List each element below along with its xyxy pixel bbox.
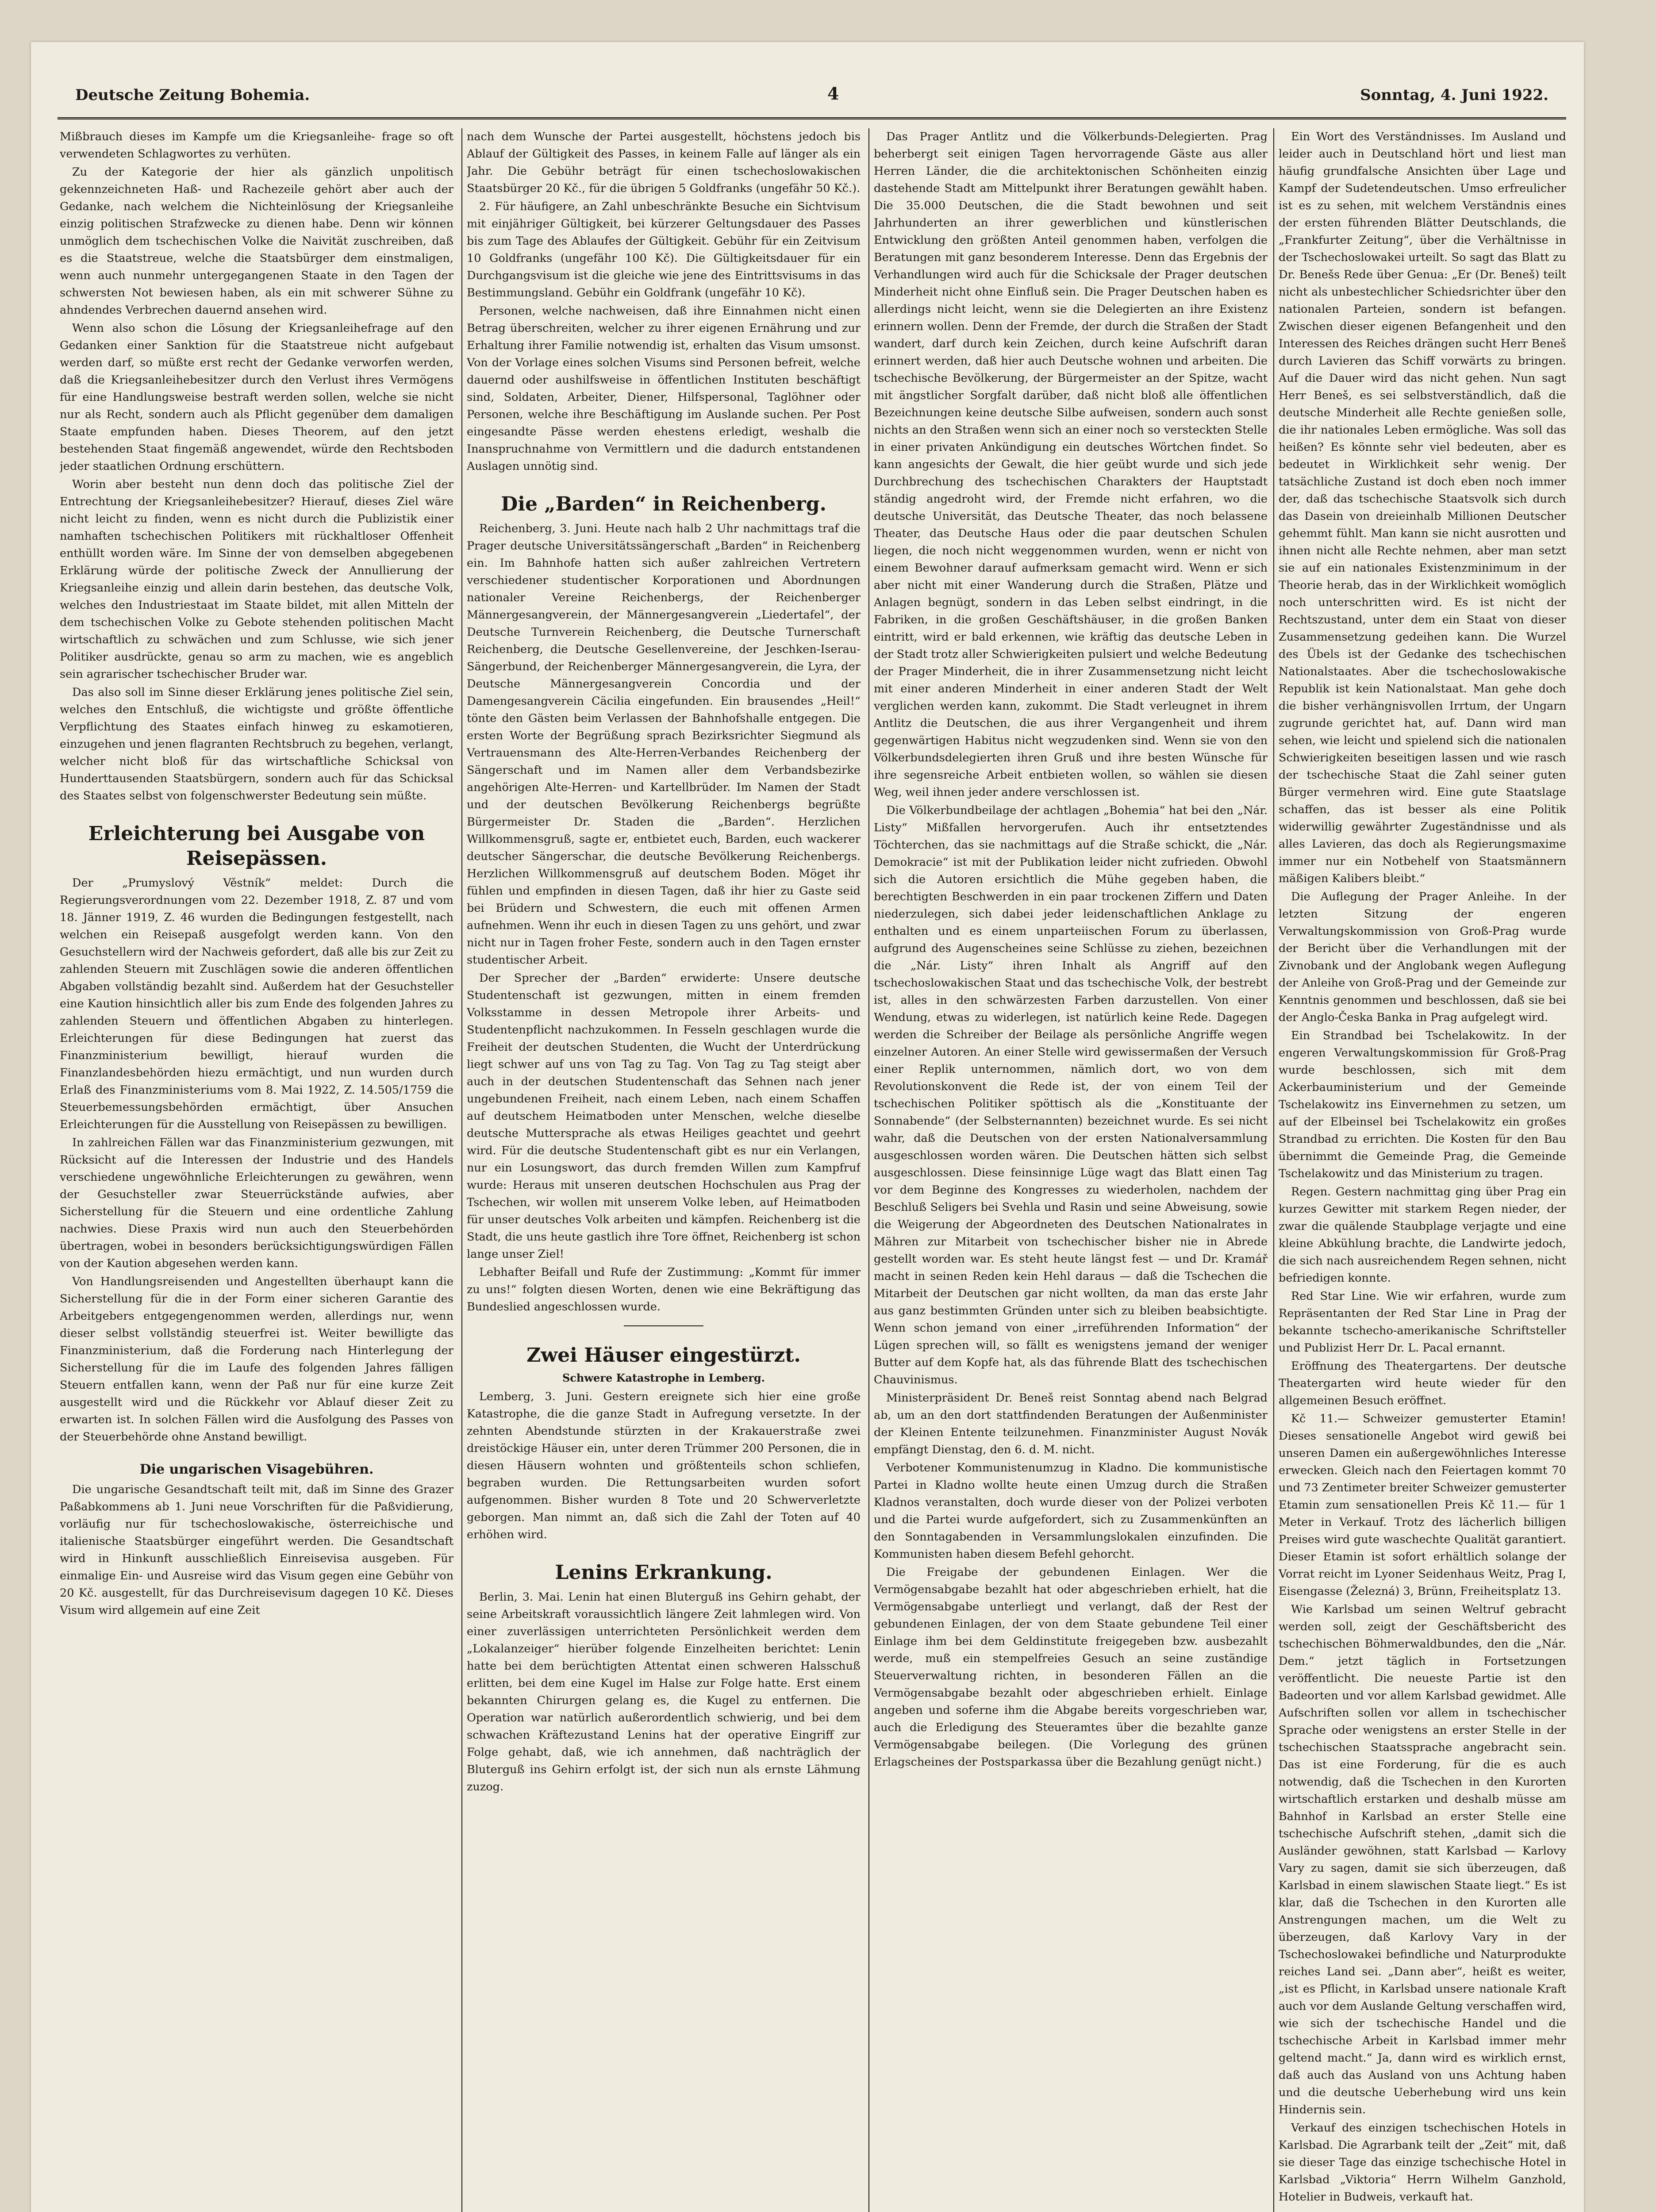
issue-date: Sonntag, 4. Juni 1922.	[1360, 86, 1548, 104]
newspaper-name: Deutsche Zeitung Bohemia.	[75, 86, 310, 104]
header-rule	[58, 117, 1566, 119]
paragraph: Berlin, 3. Mai. Lenin hat einen Bluterguß ins Gehirn gehabt, der seine Arbeitskraft voraussichtlich längere Zeit lahmlegen wird. Von einer zuverlässigen unterrichteten Persönlichkeit werden dem „Lokalanzeiger“ hierüber folgende Einzelheiten berichtet: Lenin hatte bei dem berüchtigten Attentat einen schweren Halsschuß erlitten, bei dem eine Kugel im Halse zur Folge hatte. Erst einem bekannten Chirurgen gelang es, die Kugel zu entfernen. Die Operation war natürlich außerordentlich schwierig, und bei dem schwachen Kräftezustand Lenins hat der operative Eingriff zur Folge gehabt, daß, wie ich annehmen, daß nachträglich der Bluterguß ins Gehirn erfolgt ist, der sich nun als ernste Lähmung zuzog.	[467, 1590, 861, 1793]
paragraph: Red Star Line. Wie wir erfahren, wurde zum Repräsentanten der Red Star Line in Prag der bekannte tschecho-amerikanische Schriftsteller und Publizist Herr Dr. L. Pacal ernannt.	[1279, 1290, 1566, 1355]
paragraph: Ein Strandbad bei Tschelakowitz. In der engeren Verwaltungskommission für Groß-Prag wurde beschlossen, sich mit dem Ackerbauministerium und der Gemeinde Tschelakowitz ins Einvernehmen zu setzen, um auf der Elbeinsel bei Tschelakowitz ein großes Strandbad zu errichten. Die Kosten für den Bau übernimmt die Gemeinde Prag, die Gemeinde Tschelakowitz und das Ministerium zu tragen.	[1279, 1029, 1566, 1180]
paragraph: Wenn also schon die Lösung der Kriegsanleihefrage auf den Gedanken einer Sanktion für die Staatstreue nicht aufgebaut werden darf, so müßte erst recht der Gedanke verworfen werden, daß die Kriegsanleihebesitzer durch den Verlust ihres Vermögens für eine Handlungsweise bestraft werden sollen, welche sie nicht nur als Recht, sondern auch als Pflicht gegenüber dem damaligen Staate empfunden haben. Dieses Theorem, auf den jetzt bestehenden Staat fingemäß angewendet, würde den Rechtsboden jeder staatlichen Ordnung erschüttern.	[60, 322, 453, 473]
column-4	[1279, 128, 1566, 2212]
section-rule	[624, 1325, 703, 1326]
paragraph: Die Völkerbundbeilage der achtlagen „Bohemia“ hat bei den „Nár. Listy“ Mißfallen hervorgerufen. Auch ihr entsetztendes Töchterchen, das sie nachmittags auf die Straße schickt, die „Nár. Demokracie“ ist mit der Publikation leider nicht zufrieden. Obwohl sich die Autoren ersichtlich die Mühe gegeben haben, die berechtigten Beschwerden in ein paar trockenen Ziffern und Daten niederzulegen, sich dabei jeder leidenschaftlichen Anklage zu enthalten und es einem unparteiischen Forum zu überlassen, aufgrund des Augenscheines seine Schlüsse zu ziehen, bezeichnen die „Nár. Listy“ ihren Inhalt als Angriff auf den tschechoslowakischen Staat und das tschechische Volk, der bestrebt ist, alles in den schwärzesten Farben darzustellen. Von einer Wendung, etwas zu widerlegen, ist natürlich keine Rede. Dagegen werden die Schreiber der Beilage als persönliche Angriffe wegen einzelner Autoren. An einer Stelle wird gewissermaßen der Versuch einer Replik unternommen, nämlich dort, wo von dem Revolutionskonvent die Rede ist, der von einem Teil der tschechischen Politiker spöttisch als die „Konstituante der Sonnabende“ (der Selbsternannten) bezeichnet wurde. Es sei nicht wahr, daß die Deutschen von der ersten Nationalversammlung ausgeschlossen worden wären. Die Deutschen hätten sich selbst ausgeschlossen. Diese feinsinnige Lüge wagt das Blatt einen Tag vor dem Beginne des Kongresses zu wiederholen, nachdem der Beschluß Seligers bei Svehla und Rasin und seine Abweisung, sowie die Weigerung der Abgeordneten des Deutschen Nationalrates in Mähren zur Mitarbeit von tschechischer bisher nie in Abrede gestellt worden war. Es steht heute längst fest — und Dr. Kramář macht in seinen Reden kein Hehl daraus — daß die Tschechen die Mitarbeit der Deutschen gar nicht wollten, da man das erste Jahr aus ganz bestimmten Gründen unter sich zu bleiben beabsichtigte. Wenn schon jemand von einer „irreführenden Information“ der Lügen sprechen will, so fällt es wenigstens jemand der weniger Butter auf dem Kopfe hat, als das führende Blatt des tschechischen Chauvinismus.	[874, 804, 1268, 1386]
paragraph: Der Sprecher der „Barden“ erwiderte: Unsere deutsche Studentenschaft ist gezwungen, mitten in einem fremden Volksstamme in dessen Metropole ihrer Arbeits- und Studentenpflicht nachzukommen. In Fesseln geschlagen wurde die Freiheit der deutschen Studenten, die Wucht der Unterdrückung liegt schwer auf uns von Tag zu Tag. Von Tag zu Tag steigt aber auch in der deutschen Studentenschaft das Sehnen nach jener ungebundenen Freiheit, nach einem Leben, nach einem Schaffen auf deutschem Heimatboden unter Menschen, welche dieselbe deutsche Muttersprache als etwas Heiliges geachtet und geehrt wird. Für die deutsche Studentenschaft gibt es nur ein Verlangen, nur ein Losungswort, das durch fremden Willen zum Kampfruf wurde: Heraus mit unseren deutschen Hochschulen aus Prag der Tschechen, wir wollen mit unserem Volke leben, auf Heimatboden für unser deutsches Volk arbeiten und kämpfen. Reichenberg ist die Stadt, die uns heute gastlich ihre Tore öffnet, Reichenberg ist schon lange unser Ziel!	[467, 972, 861, 1261]
paragraph: Der „Prumyslový Věstník“ meldet: Durch die Regierungsverordnungen vom 22. Dezember 1918, Z. 87 und vom 18. Jänner 1919, Z. 46 wurden die Bedingungen festgestellt, nach welchen ein Reisepaß ausgefolgt werden kann. Von den Gesuchstellern wird der Nachweis gefordert, daß alle bis zur Zeit zu zahlenden Steuern mit Zuschlägen sowie die anderen öffentlichen Abgaben vollständig bezahlt sind. Außerdem hat der Gesuchsteller eine Kaution hinsichtlich aller bis zum Ende des folgenden Jahres zu zahlenden Steuern und öffentlichen Abgaben zu hinterlegen. Erleichterungen für diese Bedingungen hat zuerst das Finanzministerium bewilligt, hierauf wurden die Finanzlandesbehörden hiezu ermächtigt, und nun wurden durch Erlaß des Finanzministeriums vom 8. Mai 1922, Z. 14.505/1759 die Steuerbemessungsbehörden ermächtigt, über Ansuchen Erleichterungen für die Ausstellung von Reisepässen zu bewilligen.	[60, 876, 453, 1131]
paragraph: Von Handlungsreisenden und Angestellten überhaupt kann die Sicherstellung für die in der Form einer sicheren Garantie des Arbeitgebers entgegengenommen werden, allerdings nur, wenn dieser selbst vollständig steuerfrei ist. Weiter bewilligte das Finanzministerium, daß die Forderung nach Hinterlegung der Sicherstellung für die im Laufe des folgenden Jahres fälligen Steuern entfallen kann, wenn der Paß nur für eine kurze Zeit ausgestellt wird und die Rückkehr vor Ablauf dieser Zeit zu erwarten ist. In solchen Fällen wird die Ausfolgung des Passes von der Steuerbehörde ohne Anstand bewilligt.	[60, 1275, 453, 1444]
paragraph: Verkauf des einzigen tschechischen Hotels in Karlsbad. Die Agrarbank teilt der „Zeit“ mit, daß sie dieser Tage das einzige tschechische Hotel in Karlsbad „Viktoria“ Herrn Wilhelm Ganzhold, Hotelier in Budweis, verkauft hat.	[1279, 2121, 1566, 2204]
paragraph: Personen, welche nachweisen, daß ihre Einnahmen nicht einen Betrag überschreiten, welcher zu ihrer eigenen Ernährung und zur Erhaltung ihrer Familie notwendig ist, erhalten das Visum umsonst. Von der Vorlage eines solchen Visums sind Personen befreit, welche dauernd oder aushilfsweise in öffentlichen Instituten beschäftigt sind, Soldaten, Arbeiter, Diener, Hilfspersonal, Taglöhner oder Personen, welche ihre Beschäftigung im Auslande suchen. Per Post eingesandte Pässe werden ehestens erledigt, weshalb die Inanspruchnahme von Vermittlern und die dadurch entstandenen Auslagen unnötig sind.	[467, 304, 861, 473]
column-divider	[1273, 128, 1274, 2212]
paragraph: Wie Karlsbad um seinen Weltruf gebracht werden soll, zeigt der Geschäftsbericht des tschechischen Böhmerwaldbundes, den die „Nár. Dem.“ jetzt täglich in Fortsetzungen veröffentlicht. Die neueste Partie ist den Badeorten und vor allem Karlsbad gewidmet. Alle Aufschriften sollen vor allem in tschechischer Sprache oder wenigstens an erster Stelle in der tschechischen Staatssprache angebracht sein. Das ist eine Forderung, für die es auch notwendig, daß die Tschechen in den Kurorten wirtschaftlich erstarken und deshalb müsse am Bahnhof in Karlsbad an erster Stelle eine tschechische Aufschrift stehen, „damit sich die Ausländer gewöhnen, statt Karlsbad — Karlovy Vary zu sagen, damit sie sich überzeugen, daß Karlsbad in einem slawischen Staate liegt.“ Es ist klar, daß die Tschechen in den Kurorten alle Anstrengungen machen, um die Welt zu überzeugen, daß Karlovy Vary in der Tschechoslowakei befindliche und Naturprodukte reiches Land sei. „Dann aber“, heißt es weiter, „ist es Pflicht, in Karlsbad unsere nationale Kraft auch vor dem Auslande Geltung verschaffen wird, wie sich der tschechische Handel und die tschechische Arbeit in Karlsbad immer mehr geltend macht.“ Ja, dann wird es wirklich ernst, daß auch das Ausland von uns Achtung haben und die deutsche Ueberhebung wird uns kein Hindernis sein.	[1279, 1603, 1566, 2116]
page-header	[58, 86, 1566, 113]
column-divider	[461, 128, 462, 2212]
paragraph: Mißbrauch dieses im Kampfe um die Kriegsanleihe- frage so oft verwendeten Schlagwortes zu verhüten.	[60, 130, 453, 161]
article-headline: Lenins Erkrankung.	[555, 1561, 772, 1584]
paragraph: Lemberg, 3. Juni. Gestern ereignete sich hier eine große Katastrophe, die die ganze Stadt in Aufregung versetzte. In der zehnten Abendstunde stürzten in der Krakauerstraße zwei dreistöckige Häuser ein, unter deren Trümmer 200 Personen, die in diesen Häusern wohnten und größtenteils schon schliefen, begraben wurden. Die Rettungsarbeiten wurden sofort aufgenommen. Bisher wurden 8 Tote und 20 Schwerverletzte geborgen. Man nimmt an, daß sich die Zahl der Toten auf 40 erhöhen wird.	[467, 1390, 861, 1541]
column-1	[60, 128, 453, 2212]
article-headline: Zwei Häuser eingestürzt.	[526, 1344, 801, 1367]
paragraph: Worin aber besteht nun denn doch das politische Ziel der Entrechtung der Kriegsanleihebesitzer? Hierauf, dieses Ziel wäre nicht leicht zu finden, wenn es nicht durch die Publizistik einer namhaften tschechischen Politikers mit rückhaltloser Offenheit enthüllt worden wäre. Im Sinne der von demselben abgegebenen Erklärung würde der politische Zweck der Annullierung der Kriegsanleihe einzig und allein darin bestehen, das deutsche Volk, welches den Industriestaat im Staate bildet, mit allen Mitteln der dem tschechischen Volke zu Gebote stehenden politischen Macht wirtschaftlich zu schwächen und zum Schlusse, wie sich jener Politiker ausdrückte, genau so arm zu machen, wie es angeblich sein agrarischer tschechischer Bruder war.	[60, 478, 453, 681]
paragraph: Die ungarische Gesandtschaft teilt mit, daß im Sinne des Grazer Paßabkommens ab 1. Juni neue Vorschriften für die Paßvidierung, vorläufig nur für tschechoslowakische, österreichische und italienische Staatsbürger eingeführt werden. Die Gesandtschaft wird in Hinkunft ausschließlich Einreisevisa ausgeben. Für einmalige Ein- und Ausreise wird das Visum gegen eine Gebühr von 20 Kč. ausgestellt, für das Durchreisevisum dagegen 10 Kč. Dieses Visum wird allgemein auf eine Zeit	[60, 1483, 453, 1617]
newspaper-page	[31, 42, 1584, 2212]
paragraph: Ministerpräsident Dr. Beneš reist Sonntag abend nach Belgrad ab, um an den dort stattfindenden Beratungen der Außenminister der Kleinen Entente teilzunehmen. Finanzminister August Novák empfängt Dienstag, den 6. d. M. nicht.	[874, 1391, 1268, 1456]
column-2	[467, 128, 861, 2212]
paragraph: Die Auflegung der Prager Anleihe. In der letzten Sitzung der engeren Verwaltungskommission von Groß-Prag wurde der Bericht über die Verhandlungen mit der Zivnobank und der Anglobank wegen Auflegung der Anleihe von Groß-Prag und der Gemeinde zur Kenntnis genommen und beschlossen, daß sie bei der Anglo-Česka Banka in Prag aufgelegt wird.	[1279, 890, 1566, 1024]
column-divider	[868, 128, 869, 2212]
paragraph: Verbotener Kommunistenumzug in Kladno. Die kommunistische Partei in Kladno wollte heute einen Umzug durch die Straßen Kladnos veranstalten, doch wurde dieser von der Polizei verboten und die Partei wurde aufgefordert, sich zu Zusammenkünften an den Sonntagabenden in Versammlungslokalen einzufinden. Die Kommunisten haben diesem Befehl gehorcht.	[874, 1461, 1268, 1561]
paragraph: Das also soll im Sinne dieser Erklärung jenes politische Ziel sein, welches den Entschluß, die wichtigste und größte öffentliche Verpflichtung des Staates einfach hinweg zu eskamotieren, einzugehen und jenen flagranten Rechtsbruch zu begehen, verlangt, welcher nicht bloß für das wirtschaftliche Schicksal von Hunderttausenden Staatsbürgern, sondern auch für das Schicksal des Staates selbst von folgenschwerster Bedeutung sein müßte.	[60, 686, 453, 803]
paragraph: Reichenberg, 3. Juni. Heute nach halb 2 Uhr nachmittags traf die Prager deutsche Universitätssängerschaft „Barden“ in Reichenberg ein. Im Bahnhofe hatten sich außer zahlreichen Vertretern verschiedener studentischer Korporationen und Abordnungen nationaler Vereine Reichenbergs, der Reichenberger Männergesangverein, der Männergesangverein „Liedertafel“, der Deutsche Turnverein Reichenberg, die Deutsche Turnerschaft Reichenberg, die Deutsche Gesellenvereine, der Jeschken-Iserau-Sängerbund, der Reichenberger Männergesangverein, die Lyra, der Deutsche Männergesangverein Concordia und der Damengesangverein Cäcilia eingefunden. Ein brausendes „Heil!“ tönte den Gästen beim Verlassen der Bahnhofshalle entgegen. Die ersten Worte der Begrüßung sprach Bezirksrichter Siegmund als Vertrauensmann des Alte-Herren-Verbandes Reichenberg der Sängerschaft und im Namen aller dem Verbandsbezirke angehörigen Alte-Herren- und Kartellbrüder. Im Namen der Stadt und der deutschen Bevölkerung Reichenbergs begrüßte Bürgermeister Dr. Staden die „Barden“. Herzlichen Willkommensgruß, sagte er, entbietet euch, Barden, euch wackerer deutscher Sängerschar, die deutsche Bevölkerung Reichenbergs. Herzlichen Willkommensgruß auf deutschem Boden. Möget ihr fühlen und empfinden in diesen Tagen, daß ihr hier zu Gaste seid bei Brüdern und Schwestern, die euch mit offenen Armen aufnehmen. Wenn ihr euch in diesen Tagen zu uns gehört, und zwar nicht nur in Tagen froher Feste, sondern auch in den Tagen ernster studentischer Arbeit.	[467, 522, 861, 967]
paragraph: In zahlreichen Fällen war das Finanzministerium gezwungen, mit Rücksicht auf die Interessen der Industrie und des Handels verschiedene ungewöhnliche Erleichterungen zu gewähren, wenn der Gesuchsteller zwar Steuerrückstände aufwies, aber Sicherstellung für die Steuern und eine ordentliche Zahlung nachwies. Diese Praxis wird nun auch den Steuerbehörden übertragen, wobei in besonders berücksichtigungswürdigen Fällen von der Kaution abgesehen werden kann.	[60, 1136, 453, 1270]
paragraph: nach dem Wunsche der Partei ausgestellt, höchstens jedoch bis Ablauf der Gültigkeit des Passes, in keinem Falle auf länger als ein Jahr. Die Gebühr beträgt für einen tschechoslowakischen Staatsbürger 20 Kč., für die übrigen 5 Goldfranks (ungefähr 50 Kč.).	[467, 130, 861, 195]
paragraph: Eröffnung des Theatergartens. Der deutsche Theatergarten wird heute wieder für den allgemeinen Besuch eröffnet.	[1279, 1359, 1566, 1407]
paragraph: Regen. Gestern nachmittag ging über Prag ein kurzes Gewitter mit starkem Regen nieder, der zwar die quälende Staubplage verjagte und eine kleine Abkühlung brachte, die Landwirte jedoch, die sich nach ausreichendem Regen sehnen, nicht befriedigen konnte.	[1279, 1185, 1566, 1285]
column-3	[874, 128, 1268, 2212]
paragraph: Kč 11.— Schweizer gemusterter Etamin! Dieses sensationelle Angebot wird gewiß bei unseren Damen ein außergewöhnliches Interesse erwecken. Gleich nach den Feiertagen kommt 70 und 73 Zentimeter breiter Schweizer gemusterter Etamin zum sensationellen Preis Kč 11.— für 1 Meter in Verkauf. Trotz des lächerlich billigen Preises wird gute waschechte Qualität garantiert. Dieser Etamin ist sofort erhältlich solange der Vorrat reicht im Lyoner Seidenhaus Weitz, Prag I, Eisengasse (Železná) 3, Brünn, Freiheitsplatz 13.	[1279, 1412, 1566, 1598]
page-number: 4	[827, 84, 839, 104]
paragraph: Ein Wort des Verständnisses. Im Ausland und leider auch in Deutschland hört und liest man häufig grundfalsche Ansichten über Lage und Kampf der Sudetendeutschen. Umso erfreulicher ist es zu sehen, mit welchem Verständnis eines der ersten führenden Blätter Deutschlands, die „Frankfurter Zeitung“, über die Verhältnisse in der Tschechoslowakei urteilt. So sagt das Blatt zu Dr. Benešs Rede über Genua: „Er (Dr. Beneš) teilt nicht als unbestechlicher Schiedsrichter über den nationalen Parteien, sondern ist befangen. Zwischen dieser eigenen Befangenheit und den Interessen des Reiches drängen sucht Herr Beneš durch Lavieren das Schiff vorwärts zu bringen. Auf die Dauer wird das nicht gehen. Nun sagt Herr Beneš, es sei selbstverständlich, daß die deutsche Minderheit alle Rechte genießen solle, die ihr nationales Leben ermögliche. Was soll das heißen? Es könnte sehr viel bedeuten, aber es bedeutet in Wirklichkeit sehr wenig. Der tatsächliche Zustand ist doch eben noch immer der, daß das tschechische Staatsvolk sich durch das Dasein von dreieinhalb Millionen Deutscher gehemmt fühlt. Man kann sie nicht ausrotten und ihnen nicht alle Rechte nehmen, aber man setzt sie auf ein nationales Existenzminimum in der Theorie herab, das in der Wirklichkeit womöglich noch unterschritten wird. Es ist nicht der Rechtszustand, unter dem ein Staat von dieser Zusammensetzung gedeihen kann. Die Wurzel des Übels ist der Gedanke des tschechischen Nationalstaates. Aber die tschechoslowakische Republik ist kein Nationalstaat. Man gehe doch die bisher verhängnisvollen Irrtum, der Ungarn zugrunde gerichtet hat, auf. Dann wird man sehen, wie leicht und spielend sich die nationalen Schwierigkeiten beseitigen lassen und wie rasch der tschechische Staat die Zahl seiner guten Bürger vermehren wird. Eine gute Staatslage schaffen, das ist besser als eine Politik widerwillig gewährter Zugeständnisse und als alles Lavieren, das doch als Regierungsmaxime immer nur ein Notbehelf von Staatsmännern mäßigen Kalibers bleibt.“	[1279, 130, 1566, 885]
paragraph: Das Prager Antlitz und die Völkerbunds-Delegierten. Prag beherbergt seit einigen Tagen hervorragende Gäste aus aller Herren Länder, die die architektonischen Schönheiten einzig dastehende Stadt am Mittelpunkt ihrer Beratungen gewählt haben. Die 35.000 Deutschen, die die Stadt bewohnen und seit Jahrhunderten an ihrer gewerblichen und künstlerischen Entwicklung den größten Anteil genommen haben, verfolgen die Beratungen mit ganz besonderem Interesse. Denn das Ergebnis der Verhandlungen wird auch für die Schicksale der Prager deutschen Minderheit nicht ohne Einfluß sein. Die Prager Deutschen haben es allerdings nicht leicht, wenn sie die Delegierten an ihre Existenz erinnern wollen. Denn der Fremde, der durch die Straßen der Stadt wandert, darf durch kein Zeichen, durch keine Aufschrift daran erinnert werden, daß hier auch Deutsche wohnen und arbeiten. Die tschechische Bevölkerung, der Bürgermeister an der Spitze, wacht mit ängstlicher Sorgfalt darüber, daß nicht bloß alle öffentlichen Bezeichnungen keine deutsche Silbe aufweisen, sondern auch sonst nichts an den Straßen wenn sich an einer noch so versteckten Stelle in einer privaten Ankündigung ein deutsches Wörtchen findet. So kann angesichts der Gewalt, die hier geübt wurde und sich jede Durchbrechung des tschechischen Charakters der Hauptstadt ständig angedroht wird, der Fremde nicht erfahren, wo die deutsche Universität, das Deutsche Theater, das noch belassene Theater, das Deutsche Haus oder die paar deutschen Schulen liegen, die noch nicht weggenommen wurden, wenn er nicht von einem Bewohner darauf aufmerksam gemacht wird. Wenn er sich aber nicht mit einer Wanderung durch die Straßen, Plätze und Anlagen begnügt, sondern in das Leben selbst eindringt, in die Fabriken, in die großen Geschäftshäuser, in die großen Banken eintritt, wird er bald erkennen, wie kräftig das deutsche Leben in der Stadt trotz aller Schwierigkeiten pulsiert und welche Bedeutung der Prager Minderheit, die in ihrer Zusammensetzung nicht leicht mit einer anderen Minderheit in einer anderen Stadt der Welt verglichen werden kann, zukommt. Die Stadt verleugnet in ihrem Antlitz die Deutschen, die aus ihrer Vergangenheit und ihrem gegenwärtigen Habitus nicht wegzudenken sind. Wenn sie von den Völkerbundsdelegierten ihren Gruß und ihre besten Wünsche für ihre segensreiche Arbeit entbieten wollen, so wählen sie diesen Weg, weil ihnen jeder andere verschlossen ist.	[874, 130, 1268, 799]
article-headline: Die „Barden“ in Reichenberg.	[501, 493, 826, 515]
paragraph: Lebhafter Beifall und Rufe der Zustimmung: „Kommt für immer zu uns!“ folgten diesen Worten, denen wie eine Bekräftigung das Bundeslied angeschlossen wurde.	[467, 1266, 861, 1313]
paragraph: Die Freigabe der gebundenen Einlagen. Wer die Vermögensabgabe bezahlt hat oder abgeschrieben erhielt, hat die Vermögensabgabe unterliegt und verlangt, daß der Rest der gebundenen Einlagen, der von dem Staate gebundene Teil einer Einlage ihm bei dem Geldinstitute freigegeben bzw. ausbezahlt werde, muß ein stempelfreies Gesuch an seine zuständige Steuerverwaltung richten, in besonderen Fällen an die Vermögensabgabe bezahlt oder abgeschrieben erhielt. Einlage angeben und soferne ihm die Abgabe bereits vorgeschrieben war, auch die Erledigung des Steueramtes über die bezahlte ganze Vermögensabgabe beilegen. (Die Vorlegung des grünen Erlagscheines der Postsparkassa über die Bezahlung genügt nicht.)	[874, 1566, 1268, 1769]
article-headline: Erleichterung bei Ausgabe von Reisepässen.	[88, 822, 425, 870]
article-subheadline: Schwere Katastrophe in Lemberg.	[562, 1371, 765, 1384]
paragraph: Zu der Kategorie der hier als gänzlich unpolitisch gekennzeichneten Haß- und Rachezeile gehört aber auch der Gedanke, nach welchem die Nichteinlösung der Kriegsanleihe einzig politischen Strafzwecke zu dienen habe. Denn wir können unmöglich dem tschechischen Volke die Naivität zuschreiben, daß es die Staatstreue, welche die Staatsbürger dem einstmaligen, wenn auch nunmehr untergegangenen Staate in den Tagen der schwersten Not bewiesen haben, als ein mit schwerer Sühne zu ahndendes Verbrechen dauernd ansehen wird.	[60, 165, 453, 317]
paragraph: 2. Für häufigere, an Zahl unbeschränkte Besuche ein Sichtvisum mit einjähriger Gültigkeit, bei kürzerer Geltungsdauer des Passes bis zum Tage des Ablaufes der Gültigkeit. Gebühr für ein Zeitvisum 10 Goldfranks (ungefähr 100 Kč). Die Gültigkeitsdauer für ein Durchgangsvisum ist die gleiche wie jene des Eintrittsvisums in das Bestimmungsland. Gebühr ein Goldfrank (ungefähr 10 Kč).	[467, 200, 861, 300]
article-headline: Die ungarischen Visagebühren.	[139, 1462, 374, 1477]
